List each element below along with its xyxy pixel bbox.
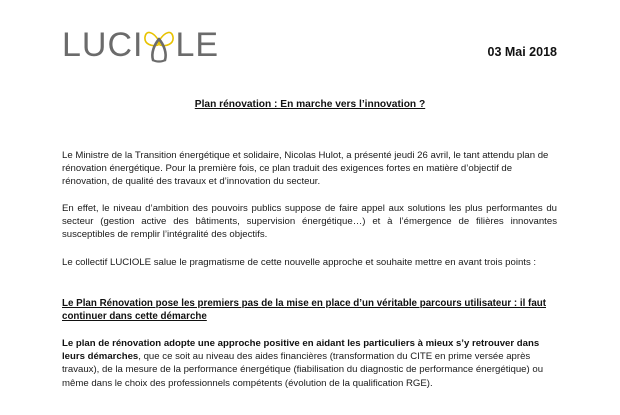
section-heading: Le Plan Rénovation pose les premiers pas de la mise en place d’un véritable parcours utilisateur : il faut continuer dans cette démarche xyxy=(62,298,547,323)
logo-text-right: LE xyxy=(175,26,220,64)
paragraph-collectif xyxy=(62,256,557,269)
document-date: 03 Mai 2018 xyxy=(487,45,557,59)
logo-text-left: LUCI xyxy=(62,26,144,64)
luciole-logo xyxy=(62,28,219,62)
paragraph-intro xyxy=(62,149,557,189)
paragraph-bold-lead: Le plan de rénovation adopte une approche positive en aidant les particuliers à mieux s’y retrouver dans leurs démarches xyxy=(62,338,540,363)
paragraph-text: Le collectif LUCIOLE salue le pragmatisme de cette nouvelle approche et souhaite mettre en avant trois points : xyxy=(62,257,537,268)
document-title: Plan rénovation : En marche vers l’innovation ? xyxy=(194,99,426,110)
paragraph-rest: , que ce soit au niveau des aides financières (transformation du CITE en prime versée après travaux), de la mesure de la performance énergétique (fiabilisation du diagnostic de performance énergétique) ou même dans le choix des professionnels compétents (évolution de la qualification RGE). xyxy=(62,351,544,389)
paragraph-text: Le Ministre de la Transition énergétique et solidaire, Nicolas Hulot, a présenté jeudi 26 avril, le tant attendu plan de rénovation énergétique. Pour la première fois, ce plan traduit des exigences fortes en matière d’objectif de rénovation, de qualité des travaux et d’innovation du secteur. xyxy=(62,150,549,188)
paragraph-parcours xyxy=(62,337,557,390)
paragraph-ambition xyxy=(62,202,557,242)
paragraph-text xyxy=(62,337,557,390)
paragraph-text: En effet, le niveau d’ambition des pouvoirs publics suppose de faire appel aux solutions les plus performantes du secteur (gestion active des bâtiments, supervision énergétique…) et à l’émergence de filières innovantes susceptibles de remplir l’intégralité des objectifs. xyxy=(62,203,557,241)
firefly-logo-icon xyxy=(144,29,174,63)
